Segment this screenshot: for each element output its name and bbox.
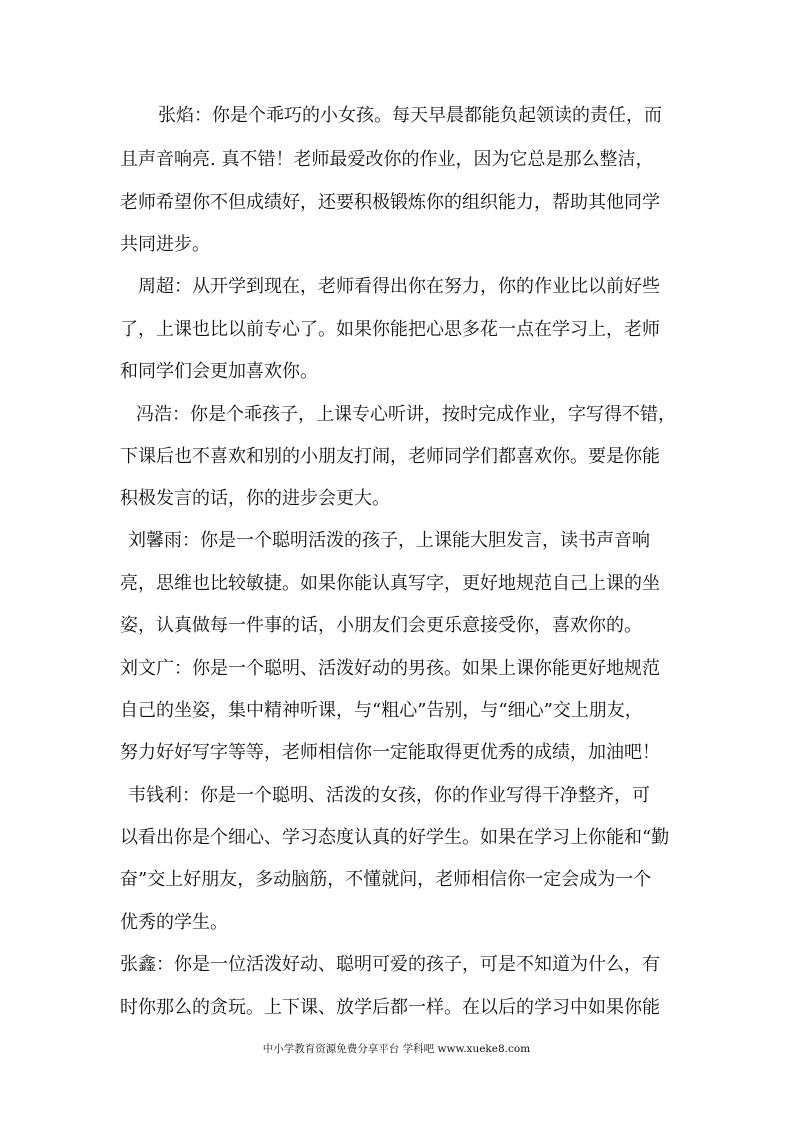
text-line: 刘文广：你是一个聪明、活泼好动的男孩。如果上课你能更好地规范 xyxy=(120,658,660,679)
text-line: 下课后也不喜欢和别的小朋友打闹，老师同学们都喜欢你。要是你能 xyxy=(120,446,660,467)
text-line: 共同进步。 xyxy=(120,234,210,255)
text-line: 和同学们会更加喜欢你。 xyxy=(120,361,318,382)
text-line: 时你那么的贪玩。上下课、放学后都一样。在以后的学习中如果你能 xyxy=(120,997,660,1018)
text-line: 韦钱利：你是一个聪明、活泼的女孩，你的作业写得干净整齐，可 xyxy=(128,785,650,806)
text-line: 优秀的学生。 xyxy=(120,912,228,933)
text-line: 张鑫：你是一位活泼好动、聪明可爱的孩子，可是不知道为什么，有 xyxy=(120,954,660,975)
text-line: 老师希望你不但成绩好，还要积极锻炼你的组织能力，帮助其他同学 xyxy=(120,192,660,213)
text-line: 努力好好写字等等，老师相信你一定能取得更优秀的成绩，加油吧！ xyxy=(120,742,660,763)
text-line: 张焰：你是个乖巧的小女孩。每天早晨都能负起领读的责任，而 xyxy=(158,105,662,126)
text-line: 周超：从开学到现在，老师看得出你在努力，你的作业比以前好些 xyxy=(138,276,660,297)
text-line: 积极发言的话，你的进步会更大。 xyxy=(120,488,390,509)
text-line: 且声音响亮. 真不错！老师最爱改你的作业，因为它总是那么整洁， xyxy=(120,149,654,170)
text-line: 姿，认真做每一件事的话，小朋友们会更乐意接受你，喜欢你的。 xyxy=(120,615,642,636)
text-line: 亮，思维也比较敏捷。如果你能认真写字，更好地规范自己上课的坐 xyxy=(120,573,660,594)
text-line: 刘馨雨：你是一个聪明活泼的孩子，上课能大胆发言，读书声音响 xyxy=(128,530,650,551)
text-line: 奋”交上好朋友，多动脑筋，不懂就问，老师相信你一定会成为一个 xyxy=(120,869,652,890)
text-line: 冯浩：你是个乖孩子，上课专心听讲，按时完成作业，字写得不错， xyxy=(136,404,676,425)
page-footer: 中小学教育资源免费分享平台 学科吧 www.xueke8.com xyxy=(262,1043,531,1055)
text-line: 自己的坐姿，集中精神听课，与“粗心”告别，与“细心”交上朋友， xyxy=(120,700,643,721)
text-line: 以看出你是个细心、学习态度认真的好学生。如果在学习上你能和“勤 xyxy=(120,827,670,848)
text-line: 了，上课也比以前专心了。如果你能把心思多花一点在学习上，老师 xyxy=(120,319,660,340)
